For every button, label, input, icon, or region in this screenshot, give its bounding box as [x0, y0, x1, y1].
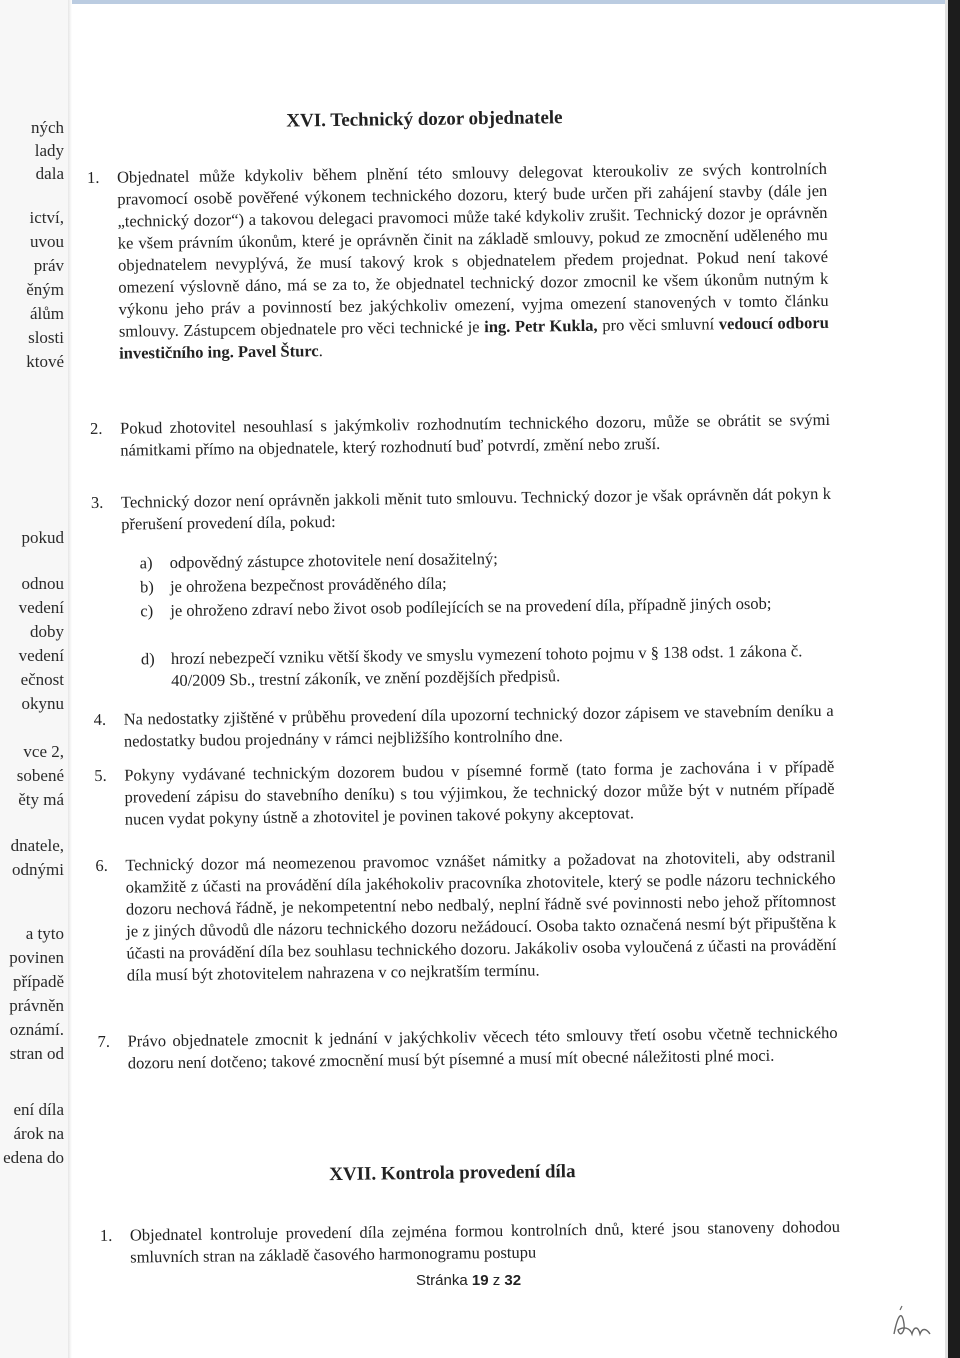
top-strip	[72, 0, 948, 4]
item-6-text: Technický dozor má neomezenou pravomoc vznášet námitky a požadovat na zhotoviteli, aby odstranil okamžitě z účasti na provádění díla jakéhokoliv pracovníka zhotovitele, který se podle názoru technického dozoru nechová řádně, je nekompetentní nebo nedbalý, neplní řádně své povinnosti nebo jehož přítomnost je z jiných důvodů dle názoru technického dozoru nežádoucí. Osoba takto označená nesmí být připuštěna k účasti na provádění díla bez souhlasu technického dozoru. Jakákoliv osoba vyloučená z účasti na provádění díla musí být zhotovitelem nahrazena v co nejkratším termínu.	[125, 846, 837, 985]
left-page-fragment: vedení	[18, 646, 64, 665]
left-page-fragment: okynu	[21, 694, 64, 713]
subitem-b-text: je ohrožena bezpečnost prováděného díla;	[169, 573, 447, 597]
left-page-fragment: ictví,	[29, 208, 64, 227]
subitem-a-text: odpovědný zástupce zhotovitele není dosažitelný;	[169, 549, 498, 573]
item-2-text: Pokud zhotovitel nesouhlasí s jakýmkoliv rozhodnutím technického dozoru, může se obrátit se svými námitkami přímo na objednatele, který rozhodnutí buď potvrdí, změní nebo zruší.	[119, 409, 831, 460]
left-page-fragment: ěty má	[18, 790, 64, 809]
left-page-fragment: stran od	[9, 1044, 64, 1063]
initials-signature-icon	[890, 1304, 934, 1344]
left-page-fragment: vce 2,	[23, 742, 64, 761]
item-6-number: 6.	[95, 855, 108, 875]
left-page-fragment: odnou	[21, 574, 64, 593]
s17-item-1-text: Objednatel kontroluje provedení díla zejména formou kontrolních dnů, které jsou stanoveny dohodou smluvních stran na základě časového harmonogramu postupu	[129, 1216, 840, 1267]
left-page-fragment: edena do	[3, 1148, 64, 1167]
subitem-b-label: b)	[139, 577, 154, 597]
item-1-number: 1.	[86, 167, 100, 187]
left-page-fragment: oznámí.	[9, 1020, 64, 1039]
item-7-text: Právo objednatele zmocnit k jednání v jakýchkoliv věcech této smlouvy třetí osobu včetně technického dozoru není dotčeno; takové zmocnění musí být písemné a musí mít obecné náležitosti plné moci.	[127, 1022, 838, 1073]
left-page-fragment: pokud	[21, 528, 64, 547]
left-page-fragment: álům	[30, 304, 64, 323]
left-page-fragment: ktové	[26, 352, 64, 371]
left-page-fragment: ěným	[26, 280, 64, 299]
left-page-fragment: slosti	[28, 328, 64, 347]
left-page-fragment: dala	[35, 164, 64, 183]
adjacent-page-fragment	[0, 0, 69, 1358]
scan-edge	[948, 0, 960, 1358]
left-page-fragment: uvou	[30, 232, 64, 251]
left-page-fragment: sobené	[16, 766, 64, 785]
section-16-title: XVI. Technický dozor objednatele	[286, 107, 563, 132]
item-5-text: Pokyny vydávané technickým dozorem budou v písemné formě (tato forma je zachována i v případě provedení zápisu do stavebního deníku) s tou výjimkou, že technický dozor může být v nutném případě nucen vydat pokyny ústně a zhotovitel je povinen takové pokyny akceptovat.	[124, 756, 835, 829]
left-page-fragment: a tyto	[25, 924, 64, 943]
item-3-number: 3.	[90, 492, 104, 512]
left-page-fragment: doby	[30, 622, 64, 641]
left-page-fragment: lady	[34, 141, 64, 160]
left-page-fragment: právněn	[9, 996, 64, 1015]
item-5-number: 5.	[94, 765, 107, 785]
handwritten-initials	[890, 1304, 934, 1350]
left-page-fragment: povinen	[9, 948, 64, 967]
left-page-fragment: ných	[30, 118, 64, 137]
subitem-c-text: je ohroženo zdraví nebo život osob podílejících se na provedení díla, případně jiných osob;	[170, 593, 772, 621]
item-7-number: 7.	[97, 1031, 111, 1051]
item-3-text: Technický dozor není oprávněn jakkoli měnit tuto smlouvu. Technický dozor je však oprávněn dát pokyn k přerušení provedení díla, pokud:	[120, 483, 832, 534]
left-page-fragment: odnými	[12, 860, 64, 879]
page-footer: Stránka 19 z 32	[416, 1272, 522, 1289]
left-page-fragment: dnatele,	[10, 836, 64, 855]
left-page-fragment: vedení	[18, 598, 64, 617]
section-17-title: XVII. Kontrola provedení díla	[329, 1161, 576, 1186]
item-1-text: Objednatel může kdykoliv během plnění této smlouvy delegovat kteroukoliv ze svých kontrolních pravomocí osobě pověřené výkonem technického dozoru, který bude určen při zahájení stavby (dále jen „technický dozor“) a takovou delegaci pravomoci může také kdykoliv zrušit. Technický dozor je oprávněn ke všem právním úkonům, které je oprávněn činit na základě smlouvy, pokud ze zmocnění uděleného mu objednatelem nevyplývá, že musí takový krok s objednatelem předem projednat. Pokud není takové omezení výslovně dáno, má se za to, že objednatel technický dozor zmocnil ke všem úkonům nutným k výkonu jeho práv a povinností bez jakýchkoliv omezení, vyjma omezení stanovených v tomto článku smlouvy. Zástupcem objednatele pro věci technické je ing. Petr Kukla, pro věci smluvní vedoucí odboru investičního ing. Pavel Šturc.	[116, 158, 829, 363]
page-gutter	[68, 0, 72, 1358]
left-page-fragment: ečnost	[20, 670, 64, 689]
document-page	[86, 86, 861, 1335]
item-2-number: 2.	[89, 418, 103, 438]
subitem-d-label: d)	[140, 649, 155, 669]
left-page-fragment: árok na	[13, 1124, 64, 1143]
left-page-fragment: ení díla	[13, 1100, 64, 1119]
s17-item-1-number: 1.	[99, 1225, 113, 1245]
subitem-c-label: c)	[140, 601, 154, 621]
item-4-number: 4.	[93, 709, 107, 729]
subitem-a-label: a)	[139, 553, 153, 573]
left-page-fragment: práv	[33, 256, 64, 275]
item-4-text: Na nedostatky zjištěné v průběhu provedení díla upozorní technický dozor zápisem ve stavebním deníku a nedostatky budou projednány v rámci nejbližšího kontrolního dne.	[123, 700, 834, 751]
left-page-fragment: případě	[13, 972, 64, 991]
subitem-d-text: hrozí nebezpečí vzniku větší škody ve smyslu vymezení tohoto pojmu v § 138 odst. 1 zákona č. 40/2009 Sb., trestní zákoník, ve znění pozdějších předpisů.	[170, 641, 803, 691]
